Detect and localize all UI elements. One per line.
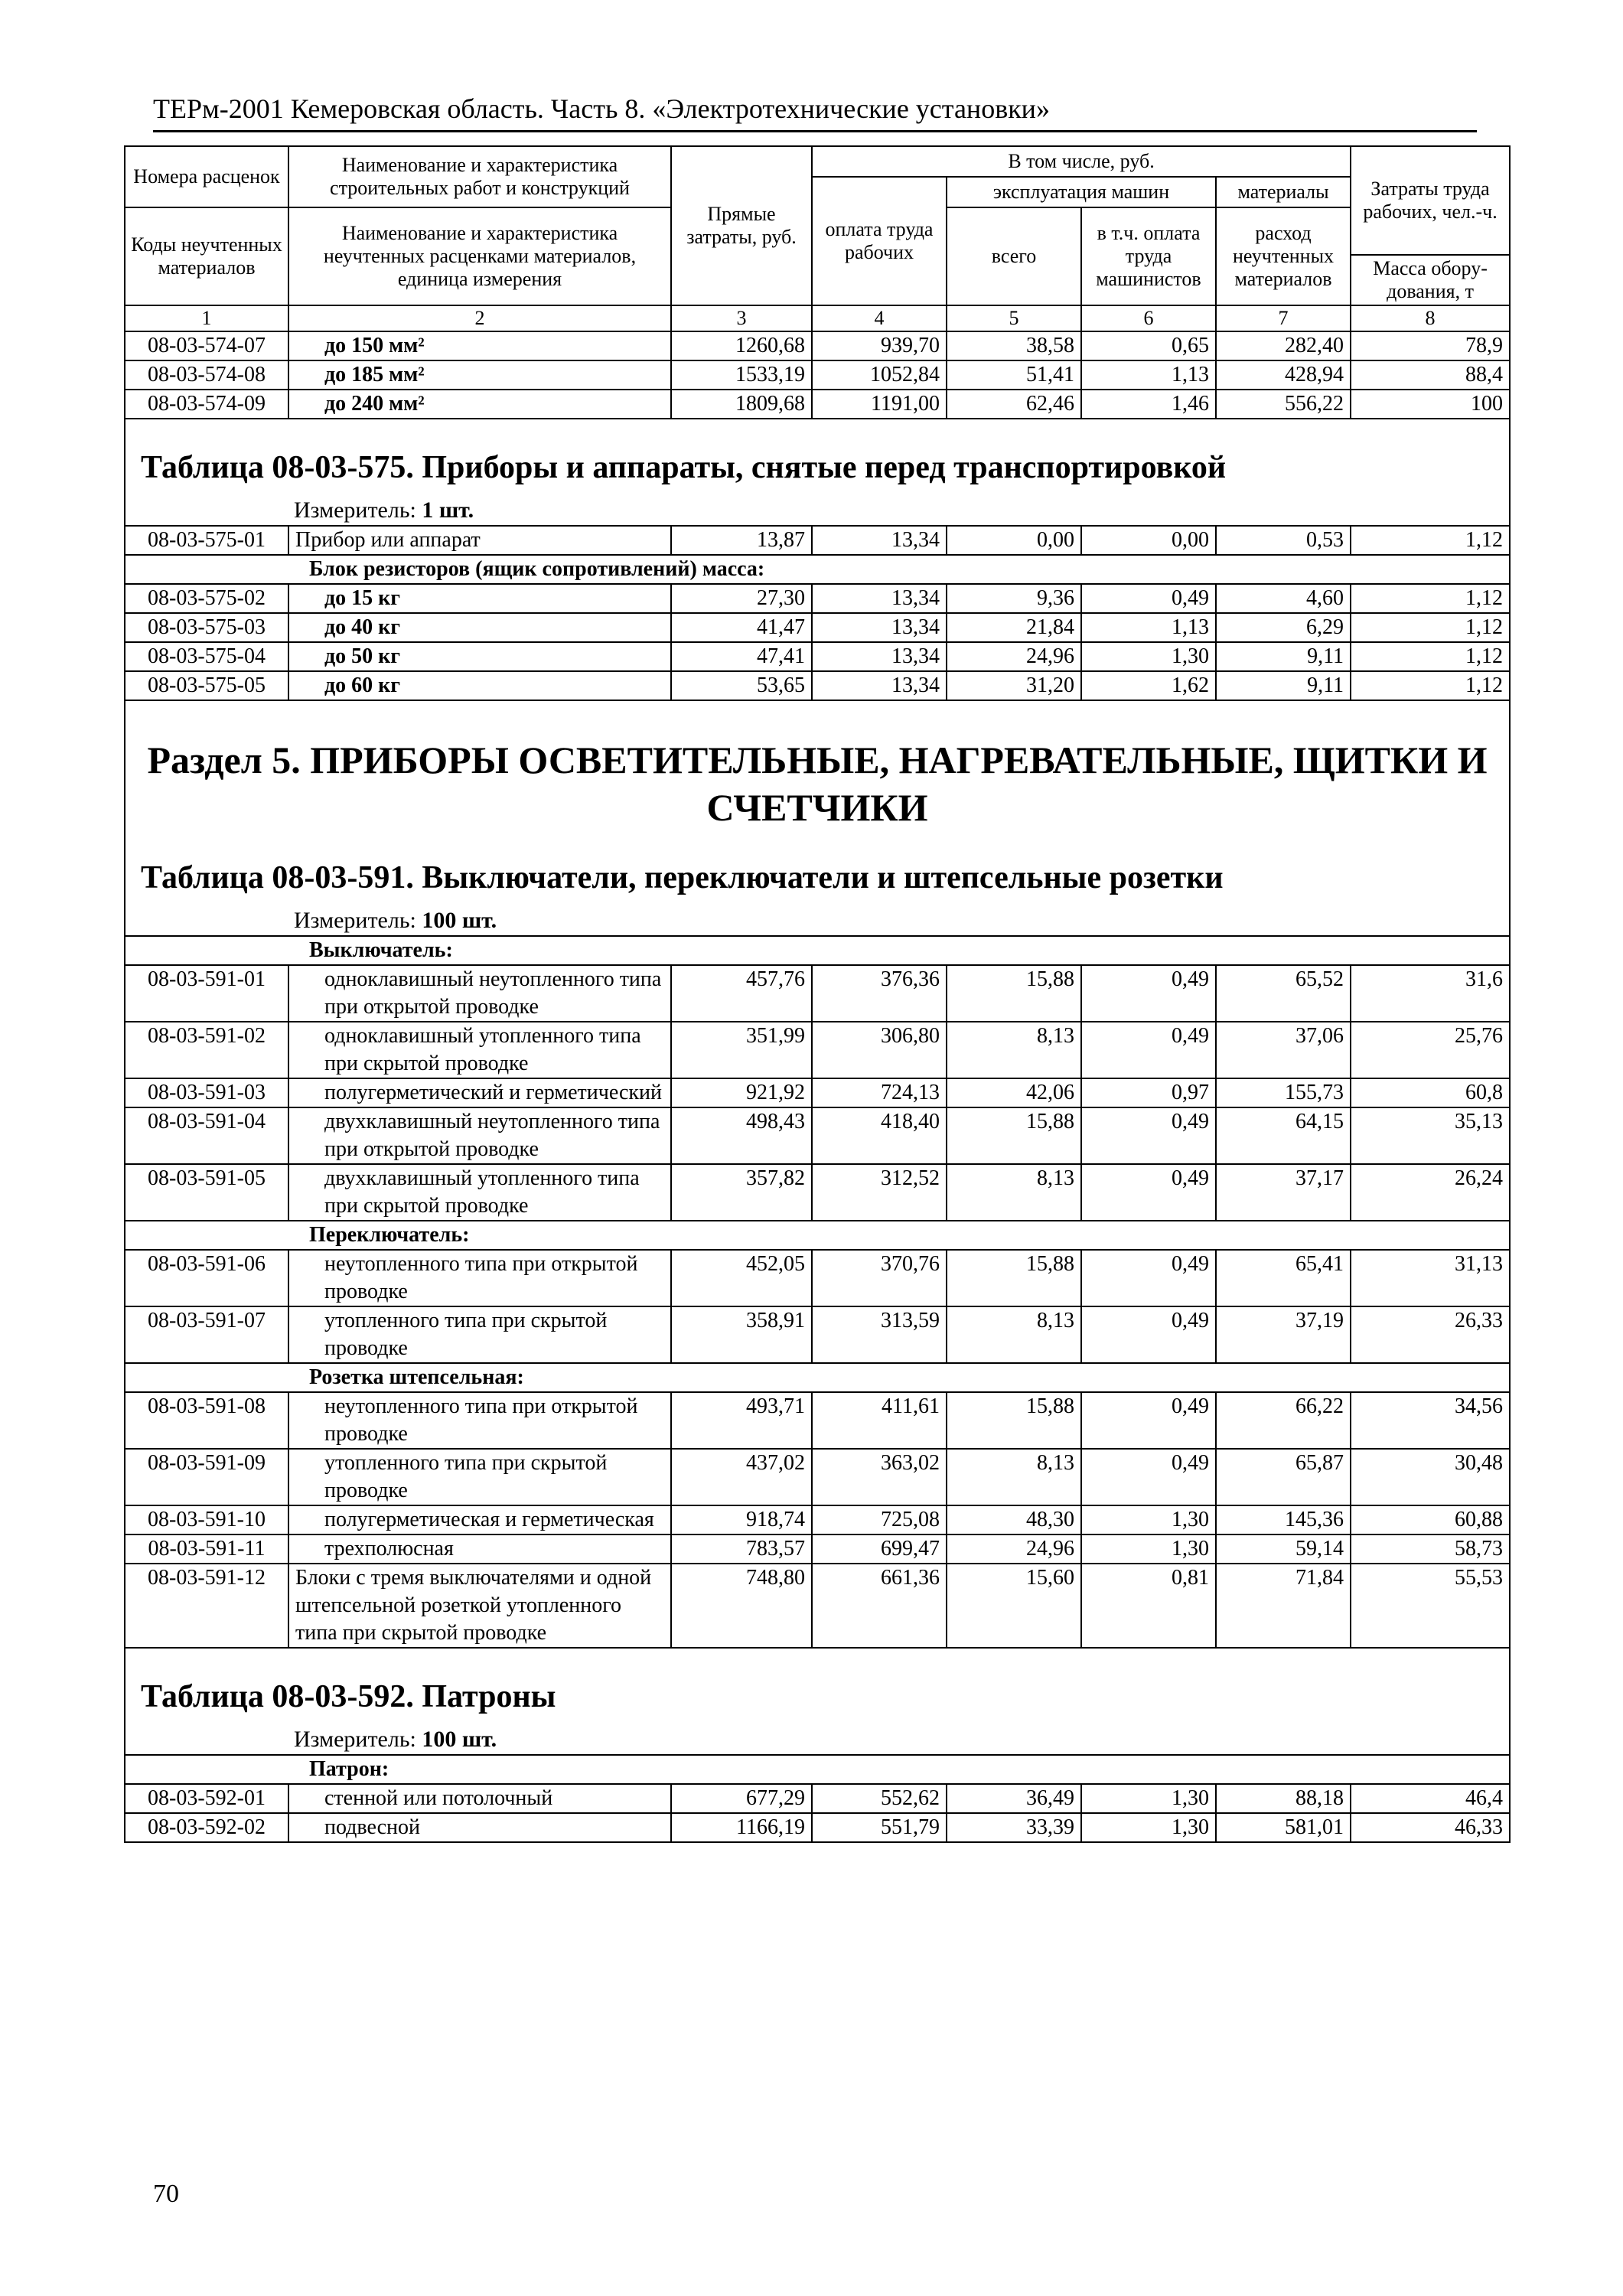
rate-value: 66,22 <box>1216 1392 1351 1449</box>
rate-value: 1191,00 <box>812 390 947 419</box>
column-number: 4 <box>812 305 947 331</box>
table-592-rows <box>125 1755 1510 1842</box>
page-number: 70 <box>153 2180 179 2208</box>
rate-value: 13,34 <box>812 584 947 613</box>
col-header-materials: материалы <box>1216 177 1351 207</box>
rate-value: 0,49 <box>1081 1392 1216 1449</box>
rate-code: 08-03-591-02 <box>125 1022 288 1078</box>
table-row <box>125 1107 1510 1164</box>
rate-value: 65,52 <box>1216 965 1351 1022</box>
rate-value: 1,13 <box>1081 360 1216 390</box>
table-row <box>125 1306 1510 1363</box>
subgroup-row <box>125 936 1510 965</box>
rate-value: 145,36 <box>1216 1505 1351 1534</box>
table-row <box>125 1813 1510 1842</box>
rate-value: 0,81 <box>1081 1564 1216 1648</box>
rate-value: 358,91 <box>671 1306 812 1363</box>
rate-name: стенной или потолочный <box>288 1784 671 1813</box>
rate-value: 4,60 <box>1216 584 1351 613</box>
rate-value: 37,06 <box>1216 1022 1351 1078</box>
rate-value: 26,24 <box>1351 1164 1510 1221</box>
rate-code: 08-03-591-09 <box>125 1449 288 1505</box>
rate-code: 08-03-574-09 <box>125 390 288 419</box>
subgroup-row <box>125 1363 1510 1392</box>
col-header-direct-costs: Прямые затраты, руб. <box>671 146 812 305</box>
rate-value: 37,17 <box>1216 1164 1351 1221</box>
rate-name: Блоки с тремя выключателями и одной штепсельной розеткой утопленного типа при скрытой проводке <box>288 1564 671 1648</box>
rate-code: 08-03-574-08 <box>125 360 288 390</box>
rate-value: 363,02 <box>812 1449 947 1505</box>
rate-value: 8,13 <box>947 1449 1081 1505</box>
rate-value: 0,49 <box>1081 1250 1216 1306</box>
rate-name: утопленного типа при скрытой проводке <box>288 1449 671 1505</box>
rate-value: 418,40 <box>812 1107 947 1164</box>
subgroup-label: Патрон: <box>125 1755 1510 1784</box>
col-header-labor-costs: Затраты труда рабочих, чел.-ч. <box>1351 146 1510 255</box>
rate-name: до 240 мм² <box>288 390 671 419</box>
rate-value: 15,88 <box>947 1392 1081 1449</box>
table-row <box>125 526 1510 555</box>
col-header-material-usage: расход неучтенных материалов <box>1216 207 1351 305</box>
table-575-title: Таблица 08-03-575. Приборы и аппараты, снятые перед транспортировкой <box>141 450 1227 485</box>
col-header-worker-wages: оплата труда рабочих <box>812 177 947 305</box>
rate-code: 08-03-575-05 <box>125 671 288 700</box>
rate-value: 25,76 <box>1351 1022 1510 1078</box>
rate-value: 31,6 <box>1351 965 1510 1022</box>
rate-code: 08-03-592-02 <box>125 1813 288 1842</box>
rate-value: 282,40 <box>1216 331 1351 360</box>
rate-value: 1,13 <box>1081 613 1216 642</box>
table-row <box>125 642 1510 671</box>
rate-value: 1533,19 <box>671 360 812 390</box>
rate-value: 78,9 <box>1351 331 1510 360</box>
rate-value: 1,30 <box>1081 1784 1216 1813</box>
subgroup-label: Выключатель: <box>125 936 1510 965</box>
table-row <box>125 1078 1510 1107</box>
rate-value: 24,96 <box>947 1534 1081 1564</box>
rate-name: до 185 мм² <box>288 360 671 390</box>
table-row <box>125 671 1510 700</box>
rate-value: 0,00 <box>947 526 1081 555</box>
rate-value: 64,15 <box>1216 1107 1351 1164</box>
rate-value: 306,80 <box>812 1022 947 1078</box>
rate-name: подвесной <box>288 1813 671 1842</box>
rate-value: 33,39 <box>947 1813 1081 1842</box>
rate-value: 1260,68 <box>671 331 812 360</box>
rate-name: полугерметический и герметический <box>288 1078 671 1107</box>
rate-value: 1,30 <box>1081 1534 1216 1564</box>
rate-value: 0,49 <box>1081 965 1216 1022</box>
table-row <box>125 1564 1510 1648</box>
rate-value: 15,88 <box>947 1250 1081 1306</box>
rate-name: двухклавишный неутопленного типа при открытой проводке <box>288 1107 671 1164</box>
running-header: ТЕРм-2001 Кемеровская область. Часть 8. «Электротехнические установки» <box>153 93 1050 124</box>
rate-value: 8,13 <box>947 1306 1081 1363</box>
subgroup-row <box>125 1755 1510 1784</box>
rate-value: 155,73 <box>1216 1078 1351 1107</box>
rate-value: 6,29 <box>1216 613 1351 642</box>
rate-value: 8,13 <box>947 1022 1081 1078</box>
rate-name: до 150 мм² <box>288 331 671 360</box>
rate-name: трехполюсная <box>288 1534 671 1564</box>
rate-value: 27,30 <box>671 584 812 613</box>
rate-value: 62,46 <box>947 390 1081 419</box>
subgroup-label: Переключатель: <box>125 1221 1510 1250</box>
rate-value: 1166,19 <box>671 1813 812 1842</box>
rate-value: 0,00 <box>1081 526 1216 555</box>
rate-value: 71,84 <box>1216 1564 1351 1648</box>
table-row <box>125 1505 1510 1534</box>
column-number: 2 <box>288 305 671 331</box>
column-number: 8 <box>1351 305 1510 331</box>
col-header-operator-wages: в т.ч. оплата труда машинистов <box>1081 207 1216 305</box>
rate-value: 9,11 <box>1216 671 1351 700</box>
rate-value: 51,41 <box>947 360 1081 390</box>
table-row <box>125 1784 1510 1813</box>
rate-value: 60,88 <box>1351 1505 1510 1534</box>
rate-value: 60,8 <box>1351 1078 1510 1107</box>
col-header-machines-total: всего <box>947 207 1081 305</box>
rate-code: 08-03-592-01 <box>125 1784 288 1813</box>
rate-value: 437,02 <box>671 1449 812 1505</box>
rate-value: 42,06 <box>947 1078 1081 1107</box>
rate-value: 41,47 <box>671 613 812 642</box>
col-header-material-name: Наименование и характеристика неучтенных расценками материалов, единица измерения <box>288 207 671 305</box>
rate-value: 88,18 <box>1216 1784 1351 1813</box>
rate-name: утопленного типа при скрытой проводке <box>288 1306 671 1363</box>
rate-value: 13,34 <box>812 671 947 700</box>
rate-code: 08-03-591-06 <box>125 1250 288 1306</box>
rate-value: 498,43 <box>671 1107 812 1164</box>
rate-value: 15,88 <box>947 965 1081 1022</box>
rates-table <box>124 145 1511 1843</box>
col-header-equipment-mass: Масса обору-дования, т <box>1351 255 1510 305</box>
column-number: 1 <box>125 305 288 331</box>
rate-value: 65,87 <box>1216 1449 1351 1505</box>
table-row <box>125 1392 1510 1449</box>
rate-value: 37,19 <box>1216 1306 1351 1363</box>
column-number-row <box>125 305 1510 331</box>
rate-name: до 40 кг <box>288 613 671 642</box>
rate-value: 26,33 <box>1351 1306 1510 1363</box>
rate-code: 08-03-591-01 <box>125 965 288 1022</box>
rate-value: 921,92 <box>671 1078 812 1107</box>
rate-value: 0,97 <box>1081 1078 1216 1107</box>
rate-value: 21,84 <box>947 613 1081 642</box>
rate-value: 59,14 <box>1216 1534 1351 1564</box>
rate-value: 65,41 <box>1216 1250 1351 1306</box>
rate-value: 38,58 <box>947 331 1081 360</box>
rate-value: 1052,84 <box>812 360 947 390</box>
column-number: 6 <box>1081 305 1216 331</box>
rate-value: 1,62 <box>1081 671 1216 700</box>
rate-value: 493,71 <box>671 1392 812 1449</box>
table-row <box>125 613 1510 642</box>
table-header <box>125 146 1510 331</box>
rate-value: 1,30 <box>1081 1505 1216 1534</box>
rate-value: 46,4 <box>1351 1784 1510 1813</box>
table-row <box>125 1022 1510 1078</box>
rate-value: 313,59 <box>812 1306 947 1363</box>
table-row <box>125 1534 1510 1564</box>
table-row <box>125 1164 1510 1221</box>
rate-name: полугерметическая и герметическая <box>288 1505 671 1534</box>
rate-name: двухклавишный утопленного типа при скрытой проводке <box>288 1164 671 1221</box>
column-number: 7 <box>1216 305 1351 331</box>
col-header-material-codes: Коды неучтенных материалов <box>125 207 288 305</box>
header-rule <box>153 130 1477 132</box>
rate-value: 0,49 <box>1081 1306 1216 1363</box>
rate-code: 08-03-575-02 <box>125 584 288 613</box>
rate-value: 1,30 <box>1081 1813 1216 1842</box>
table-row <box>125 331 1510 360</box>
rate-value: 15,60 <box>947 1564 1081 1648</box>
rate-value: 31,13 <box>1351 1250 1510 1306</box>
rate-value: 1,12 <box>1351 642 1510 671</box>
rate-value: 357,82 <box>671 1164 812 1221</box>
rate-value: 9,36 <box>947 584 1081 613</box>
subgroup-label: Розетка штепсельная: <box>125 1363 1510 1392</box>
rate-value: 88,4 <box>1351 360 1510 390</box>
rate-code: 08-03-591-10 <box>125 1505 288 1534</box>
subgroup-label: Блок резисторов (ящик сопротивлений) масса: <box>125 555 1510 584</box>
rate-value: 1,12 <box>1351 526 1510 555</box>
rate-code: 08-03-591-04 <box>125 1107 288 1164</box>
rate-value: 1809,68 <box>671 390 812 419</box>
table-row <box>125 584 1510 613</box>
rate-value: 1,12 <box>1351 584 1510 613</box>
table-592-title: Таблица 08-03-592. Патроны <box>141 1679 556 1714</box>
col-header-rate-numbers: Номера расценок <box>125 146 288 207</box>
col-header-work-name: Наименование и характеристика строительных работ и конструкций <box>288 146 671 207</box>
rate-code: 08-03-591-08 <box>125 1392 288 1449</box>
rate-value: 661,36 <box>812 1564 947 1648</box>
section-title: Раздел 5. ПРИБОРЫ ОСВЕТИТЕЛЬНЫЕ, НАГРЕВАТЕЛЬНЫЕ, ЩИТКИ И СЧЕТЧИКИ <box>147 739 1488 829</box>
rate-value: 30,48 <box>1351 1449 1510 1505</box>
rate-value: 551,79 <box>812 1813 947 1842</box>
rate-code: 08-03-574-07 <box>125 331 288 360</box>
rate-value: 724,13 <box>812 1078 947 1107</box>
rate-code: 08-03-591-07 <box>125 1306 288 1363</box>
rate-code: 08-03-591-12 <box>125 1564 288 1648</box>
rate-value: 53,65 <box>671 671 812 700</box>
rate-value: 8,13 <box>947 1164 1081 1221</box>
rate-value: 452,05 <box>671 1250 812 1306</box>
rate-value: 35,13 <box>1351 1107 1510 1164</box>
section-5-block <box>125 700 1510 936</box>
table-575-block <box>125 419 1510 526</box>
table-575-unit: Измеритель: 1 шт. <box>294 497 474 523</box>
rate-value: 0,49 <box>1081 1107 1216 1164</box>
table-591-unit: Измеритель: 100 шт. <box>294 908 497 933</box>
rate-value: 58,73 <box>1351 1534 1510 1564</box>
rate-value: 13,34 <box>812 642 947 671</box>
rate-value: 13,87 <box>671 526 812 555</box>
rate-value: 370,76 <box>812 1250 947 1306</box>
rate-value: 1,30 <box>1081 642 1216 671</box>
rate-code: 08-03-591-11 <box>125 1534 288 1564</box>
rate-value: 581,01 <box>1216 1813 1351 1842</box>
rate-value: 31,20 <box>947 671 1081 700</box>
subgroup-row <box>125 1221 1510 1250</box>
rate-value: 36,49 <box>947 1784 1081 1813</box>
rate-value: 9,11 <box>1216 642 1351 671</box>
subgroup-row <box>125 555 1510 584</box>
rate-code: 08-03-575-01 <box>125 526 288 555</box>
rate-value: 13,34 <box>812 526 947 555</box>
rate-value: 457,76 <box>671 965 812 1022</box>
rate-value: 55,53 <box>1351 1564 1510 1648</box>
rate-value: 748,80 <box>671 1564 812 1648</box>
rate-value: 0,53 <box>1216 526 1351 555</box>
rate-value: 783,57 <box>671 1534 812 1564</box>
rate-value: 1,12 <box>1351 613 1510 642</box>
rate-value: 1,12 <box>1351 671 1510 700</box>
table-row <box>125 360 1510 390</box>
rate-code: 08-03-575-03 <box>125 613 288 642</box>
rate-value: 0,65 <box>1081 331 1216 360</box>
rate-value: 1,46 <box>1081 390 1216 419</box>
rate-value: 46,33 <box>1351 1813 1510 1842</box>
rate-value: 699,47 <box>812 1534 947 1564</box>
rate-value: 428,94 <box>1216 360 1351 390</box>
rate-name: до 60 кг <box>288 671 671 700</box>
column-number: 5 <box>947 305 1081 331</box>
col-header-including: В том числе, руб. <box>812 146 1351 177</box>
table-592-block <box>125 1648 1510 1755</box>
table-row <box>125 965 1510 1022</box>
rate-name: одноклавишный утопленного типа при скрытой проводке <box>288 1022 671 1078</box>
rate-value: 411,61 <box>812 1392 947 1449</box>
table-591-title: Таблица 08-03-591. Выключатели, переключатели и штепсельные розетки <box>141 860 1224 895</box>
column-number: 3 <box>671 305 812 331</box>
rate-value: 0,49 <box>1081 1449 1216 1505</box>
rate-value: 0,49 <box>1081 584 1216 613</box>
rate-code: 08-03-591-03 <box>125 1078 288 1107</box>
rate-value: 34,56 <box>1351 1392 1510 1449</box>
rates-document <box>124 145 1509 1843</box>
rate-value: 312,52 <box>812 1164 947 1221</box>
rate-value: 918,74 <box>671 1505 812 1534</box>
col-header-machines: эксплуатация машин <box>947 177 1216 207</box>
rate-name: до 15 кг <box>288 584 671 613</box>
rate-value: 24,96 <box>947 642 1081 671</box>
table-row <box>125 1449 1510 1505</box>
table-592-unit: Измеритель: 100 шт. <box>294 1727 497 1752</box>
rate-value: 15,88 <box>947 1107 1081 1164</box>
table-574-rows <box>125 331 1510 419</box>
rate-name: неутопленного типа при открытой проводке <box>288 1392 671 1449</box>
rate-code: 08-03-575-04 <box>125 642 288 671</box>
rate-value: 0,49 <box>1081 1164 1216 1221</box>
rate-name: Прибор или аппарат <box>288 526 671 555</box>
rate-value: 47,41 <box>671 642 812 671</box>
table-575-rows <box>125 526 1510 700</box>
rate-value: 351,99 <box>671 1022 812 1078</box>
rate-value: 556,22 <box>1216 390 1351 419</box>
table-row <box>125 1250 1510 1306</box>
rate-value: 0,49 <box>1081 1022 1216 1078</box>
rate-value: 100 <box>1351 390 1510 419</box>
rate-value: 677,29 <box>671 1784 812 1813</box>
rate-value: 376,36 <box>812 965 947 1022</box>
rate-value: 13,34 <box>812 613 947 642</box>
rate-value: 552,62 <box>812 1784 947 1813</box>
rate-name: до 50 кг <box>288 642 671 671</box>
table-591-rows <box>125 936 1510 1648</box>
rate-code: 08-03-591-05 <box>125 1164 288 1221</box>
rate-name: неутопленного типа при открытой проводке <box>288 1250 671 1306</box>
rate-name: одноклавишный неутопленного типа при открытой проводке <box>288 965 671 1022</box>
table-row <box>125 390 1510 419</box>
rate-value: 725,08 <box>812 1505 947 1534</box>
rate-value: 939,70 <box>812 331 947 360</box>
rate-value: 48,30 <box>947 1505 1081 1534</box>
